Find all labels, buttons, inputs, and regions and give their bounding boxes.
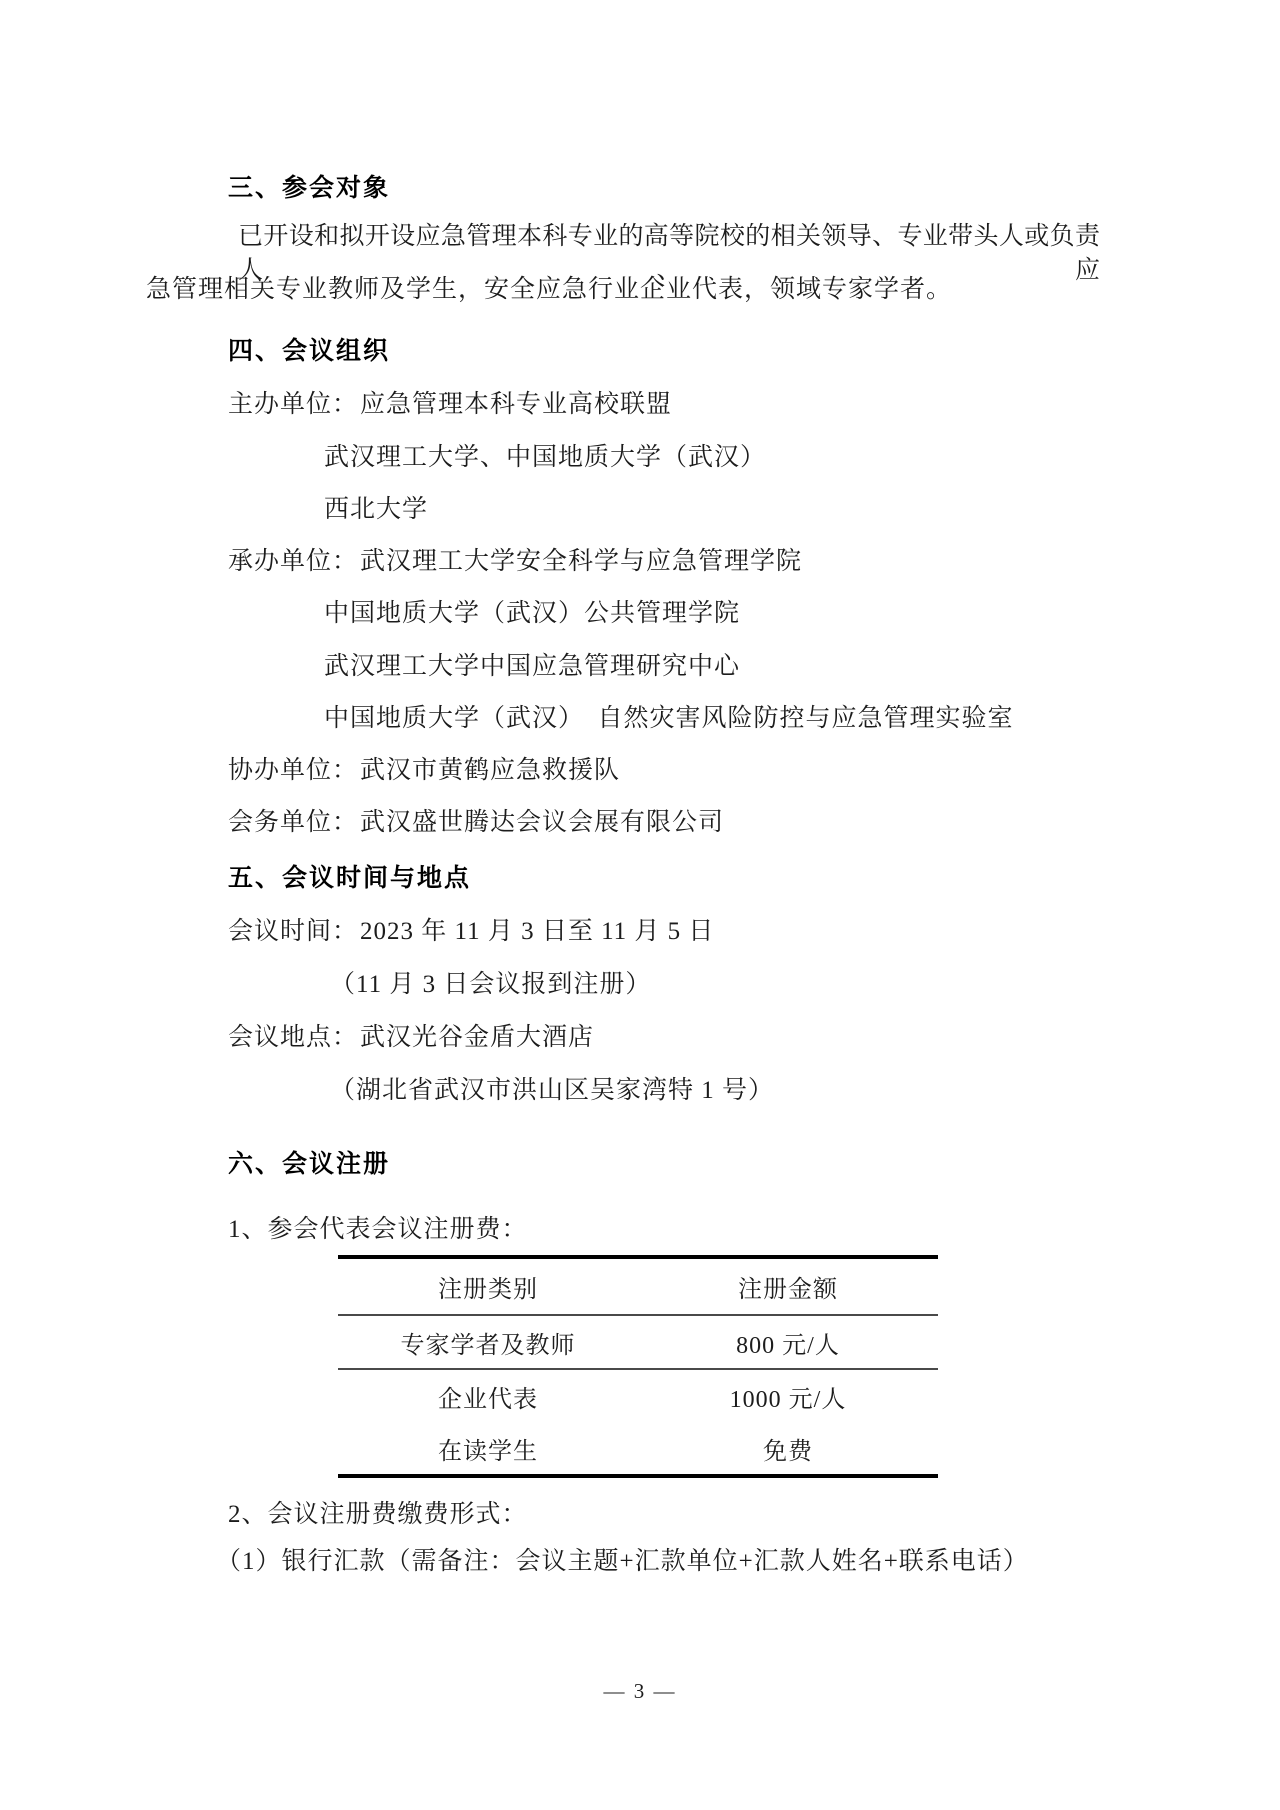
org-line-undertaker-3 [324, 650, 740, 684]
fee-category: 专家学者及教师 [400, 1332, 576, 1359]
fee-table-row-students [338, 1422, 938, 1474]
org-line-undertaker-4 [324, 702, 1014, 736]
place-text: 武汉光谷金盾大酒店 [360, 1024, 595, 1051]
org-label: 会务单位： [228, 809, 359, 836]
participants-paragraph-line-1: 已开设和拟开设应急管理本科专业的高等院校的相关领导、专业带头人或负责人、应 [238, 223, 1100, 284]
org-text: 武汉理工大学、中国地质大学（武汉） [324, 444, 767, 471]
fee-amount: 免费 [763, 1438, 813, 1465]
org-line-undertaker-2 [324, 597, 740, 631]
org-text: 中国地质大学（武汉）公共管理学院 [324, 600, 741, 627]
org-label: 协办单位： [228, 757, 359, 784]
org-label: 主办单位： [228, 391, 359, 418]
fee-table-header-row [338, 1259, 938, 1316]
fee-table-row-experts [338, 1316, 938, 1370]
org-line-undertaker [228, 545, 802, 579]
org-line-host [228, 388, 672, 422]
org-text: 武汉市黄鹤应急救援队 [360, 757, 621, 784]
participants-paragraph-line-2: 急管理相关专业教师及学生，安全应急行业企业代表，领域专家学者。 [146, 276, 953, 303]
org-label: 承办单位： [228, 548, 359, 575]
org-line-host-3 [324, 493, 428, 527]
place-line [228, 1021, 594, 1055]
registration-item-2-sub-1: （1）银行汇款（需备注：会议主题+汇款单位+汇款人姓名+联系电话） [216, 1548, 1029, 1575]
fee-table-header-category: 注册类别 [438, 1277, 538, 1303]
place-address-line [330, 1074, 774, 1108]
fee-category: 企业代表 [438, 1386, 538, 1413]
time-line [228, 915, 714, 949]
org-line-affairs [228, 806, 724, 840]
fee-amount: 800 元/人 [736, 1332, 840, 1359]
section-heading-time-place: 五、会议时间与地点 [228, 864, 472, 892]
fee-amount: 1000 元/人 [729, 1386, 847, 1413]
org-line-host-2 [324, 441, 766, 475]
org-text: 武汉理工大学中国应急管理研究中心 [324, 653, 741, 680]
time-note-line [330, 968, 651, 1002]
org-line-coorganizer [228, 754, 620, 788]
section-heading-organization: 四、会议组织 [228, 337, 391, 365]
section-heading-registration: 六、会议注册 [228, 1150, 391, 1178]
org-text: 应急管理本科专业高校联盟 [360, 391, 673, 418]
registration-fee-table [338, 1255, 938, 1478]
fee-category: 在读学生 [438, 1438, 538, 1465]
time-note-text: （11 月 3 日会议报到注册） [330, 971, 652, 998]
org-text: 武汉理工大学安全科学与应急管理学院 [360, 548, 803, 575]
place-address-text: （湖北省武汉市洪山区吴家湾特 1 号） [330, 1077, 775, 1104]
time-label: 会议时间： [228, 918, 359, 945]
registration-item-2: 2、会议注册费缴费形式： [228, 1501, 528, 1528]
registration-item-1: 1、参会代表会议注册费： [228, 1216, 528, 1243]
fee-table-header-amount: 注册金额 [738, 1277, 838, 1303]
time-text: 2023 年 11 月 3 日至 11 月 5 日 [360, 918, 715, 945]
fee-table-row-enterprise [338, 1370, 938, 1422]
page-number: — 3 — [603, 1679, 677, 1703]
place-label: 会议地点： [228, 1024, 359, 1051]
section-heading-participants: 三、参会对象 [228, 174, 391, 202]
org-text: 西北大学 [324, 496, 429, 523]
org-text: 武汉盛世腾达会议会展有限公司 [360, 809, 725, 836]
org-text: 中国地质大学（武汉） 自然灾害风险防控与应急管理实验室 [324, 705, 1014, 732]
